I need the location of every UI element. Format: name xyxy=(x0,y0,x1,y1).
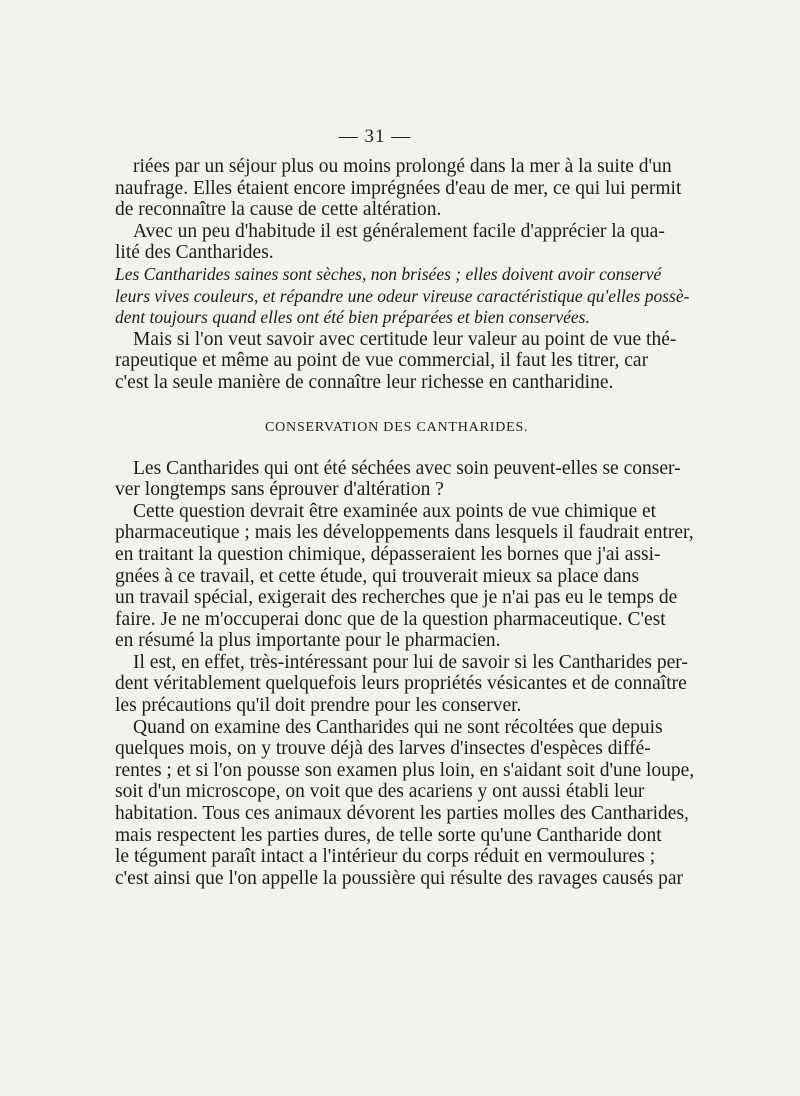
text-line: mais respectent les parties dures, de telle sorte qu'une Cantharide dont xyxy=(115,824,662,846)
text-line: faire. Je ne m'occuperai donc que de la question pharmaceutique. C'est xyxy=(115,608,666,630)
text-line: dent toujours quand elles ont été bien préparées et bien conservées. xyxy=(115,307,590,328)
text-line: lité des Cantharides. xyxy=(115,242,274,264)
paragraph xyxy=(115,500,694,652)
text-line: habitation. Tous ces animaux dévorent les parties molles des Cantharides, xyxy=(115,803,689,825)
paragraph xyxy=(115,263,690,329)
text-line: ver longtemps sans éprouver d'altération ? xyxy=(115,479,444,501)
text-line: soit d'un microscope, on voit que des acariens y ont aussi établi leur xyxy=(115,781,645,803)
text-line: Mais si l'on veut savoir avec certitude leur valeur au point de vue thé- xyxy=(133,328,677,350)
text-line: riées par un séjour plus ou moins prolongé dans la mer à la suite d'un xyxy=(133,156,672,177)
text-line: leurs vives couleurs, et répandre une odeur vireuse caractéristique qu'elles possè- xyxy=(115,285,690,306)
text-line: de reconnaître la cause de cette altération. xyxy=(115,199,442,221)
text-line: Les Cantharides qui ont été séchées avec soin peuvent-elles se conser- xyxy=(133,457,681,479)
text-line: le tégument paraît intact a l'intérieur du corps réduit en vermoulures ; xyxy=(115,846,656,868)
body-text xyxy=(115,156,695,889)
text-line: en résumé la plus importante pour le pharmacien. xyxy=(115,630,501,652)
opening-paragraphs xyxy=(115,156,690,394)
section-paragraphs xyxy=(115,457,695,890)
text-line: Il est, en effet, très-intéressant pour lui de savoir si les Cantharides per- xyxy=(133,651,688,673)
text-line: c'est ainsi que l'on appelle la poussière qui résulte des ravages causés par xyxy=(115,867,683,889)
text-line: les précautions qu'il doit prendre pour les conserver. xyxy=(115,695,522,717)
paragraph xyxy=(115,220,665,264)
paragraph xyxy=(115,457,681,501)
paragraph xyxy=(115,328,677,394)
text-line: en traitant la question chimique, dépasseraient les bornes que j'ai assi- xyxy=(115,543,661,565)
text-line: quelques mois, on y trouve déjà des larves d'insectes d'espèces diffé- xyxy=(115,738,651,760)
page-number: — 31 — xyxy=(338,126,412,147)
paragraph xyxy=(115,156,682,221)
text-line: pharmaceutique ; mais les développements dans lesquels il faudrait entrer, xyxy=(115,522,694,544)
text-line: dent véritablement quelquefois leurs propriétés vésicantes et de connaître xyxy=(115,673,687,695)
paragraph xyxy=(115,716,695,890)
text-line: un travail spécial, exigerait des recherches que je n'ai pas eu le temps de xyxy=(115,587,678,609)
text-line: gnées à ce travail, et cette étude, qui trouverait mieux sa place dans xyxy=(115,565,640,587)
text-line: c'est la seule manière de connaître leur richesse en cantharidine. xyxy=(115,371,614,393)
text-line: rapeutique et même au point de vue commercial, il faut les titrer, car xyxy=(115,350,649,372)
text-line: Avec un peu d'habitude il est généralement facile d'apprécier la qua- xyxy=(133,220,665,242)
text-line: Quand on examine des Cantharides qui ne sont récoltées que depuis xyxy=(133,716,663,738)
text-line: rentes ; et si l'on pousse son examen plus loin, en s'aidant soit d'une loupe, xyxy=(115,759,695,781)
text-line: naufrage. Elles étaient encore imprégnées d'eau de mer, ce qui lui permit xyxy=(115,177,682,199)
text-line: Les Cantharides saines sont sèches, non brisées ; elles doivent avoir conservé xyxy=(115,263,662,284)
text-line: Cette question devrait être examinée aux points de vue chimique et xyxy=(133,500,657,522)
paragraph xyxy=(115,651,688,717)
section-heading: CONSERVATION DES CANTHARIDES. xyxy=(265,419,529,435)
